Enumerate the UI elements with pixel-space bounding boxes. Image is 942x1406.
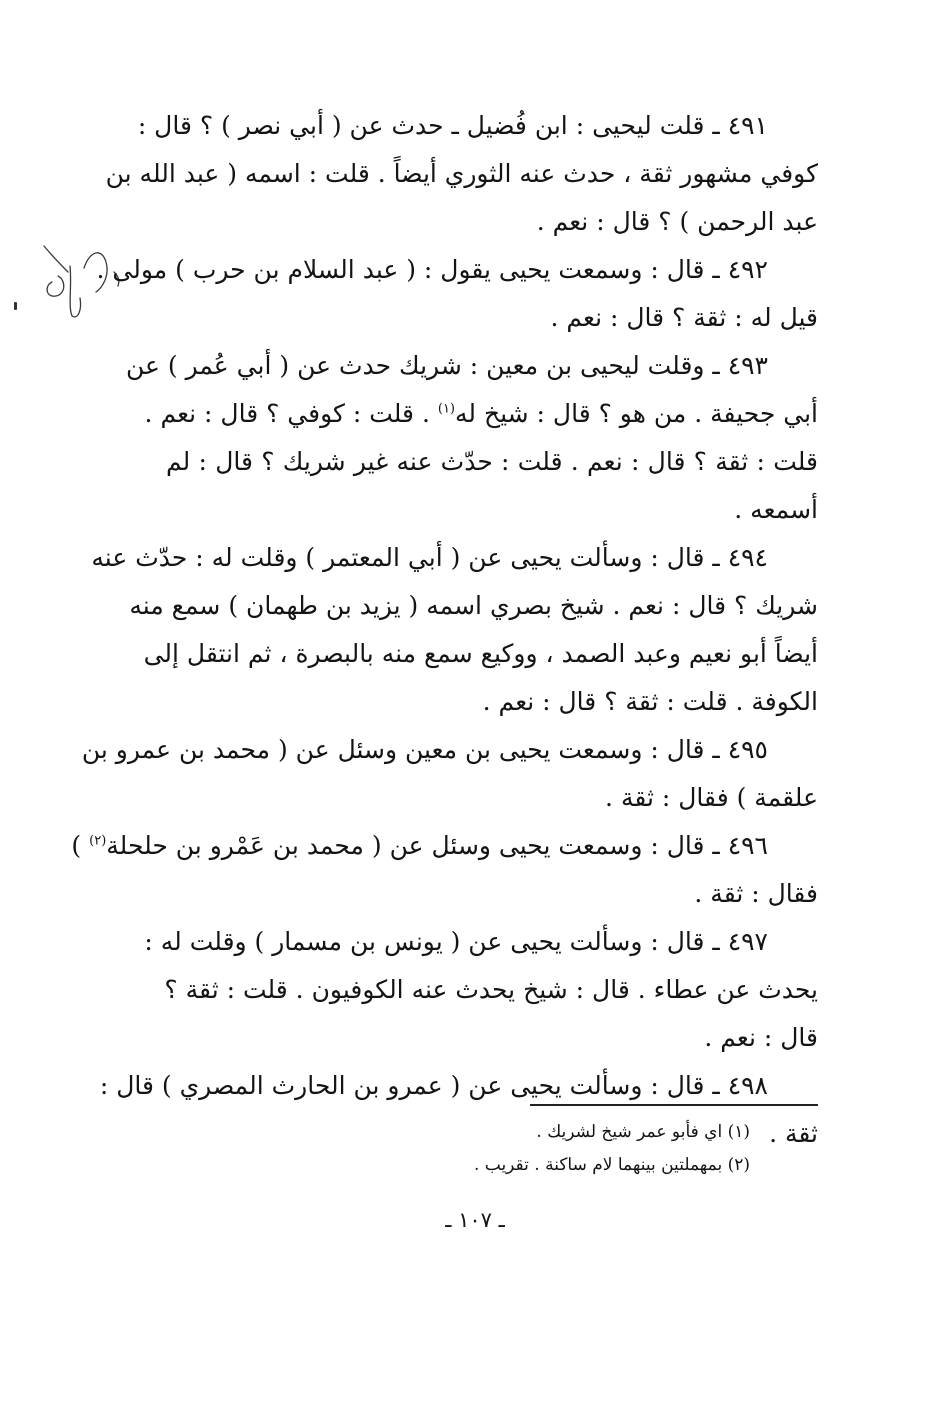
entry-496-line-2: فقال : ثقة . bbox=[694, 879, 818, 908]
entry-494-line-3: أيضاً أبو نعيم وعبد الصمد ، ووكيع سمع منه بالبصرة ، ثم انتقل إلى bbox=[143, 639, 818, 668]
entry-497-line-1: ٤٩٧ ـ قال : وسألت يحيى عن ( يونس بن مسمار ) وقلت له : bbox=[144, 927, 768, 956]
entry-491-line-2: كوفي مشهور ثقة ، حدث عنه الثوري أيضاً . قلت : اسمه ( عبد الله بن bbox=[105, 159, 818, 188]
entry-494-line-1: ٤٩٤ ـ قال : وسألت يحيى عن ( أبي المعتمر ) وقلت له : حدّث عنه bbox=[91, 543, 768, 572]
footnote-2: (٢) بمهملتين بينهما لام ساكنة . تقريب . bbox=[473, 1155, 750, 1175]
entry-497-line-3: قال : نعم . bbox=[704, 1023, 818, 1052]
footnote-marker-1: (١) bbox=[437, 401, 455, 417]
entry-498-line-2: ثقة . bbox=[769, 1119, 818, 1148]
page-number: ـ ١٠٧ ـ bbox=[445, 1208, 505, 1232]
entry-493-line-1: ٤٩٣ ـ وقلت ليحيى بن معين : شريك حدث عن ( أبي عُمر ) عن bbox=[125, 351, 768, 380]
entry-491-line-1: ٤٩١ ـ قلت ليحيى : ابن فُضيل ـ حدث عن ( أبي نصر ) ؟ قال : bbox=[137, 111, 768, 140]
entry-497-line-2: يحدث عن عطاء . قال : شيخ يحدث عنه الكوفيون . قلت : ثقة ؟ bbox=[164, 975, 818, 1004]
entry-493-line-4: أسمعه . bbox=[734, 495, 818, 524]
footnote-marker-2: (٢) bbox=[89, 833, 107, 849]
body-text bbox=[71, 102, 818, 1158]
footnote-1: (١) اي فأبو عمر شيخ لشريك . bbox=[536, 1122, 750, 1142]
entry-493-line-2 bbox=[144, 390, 818, 438]
entry-495-line-2: علقمة ) فقال : ثقة . bbox=[605, 783, 818, 812]
entry-495-line-1: ٤٩٥ ـ قال : وسمعت يحيى بن معين وسئل عن ( محمد بن عمرو بن bbox=[81, 735, 768, 764]
scan-speck bbox=[14, 302, 17, 310]
entry-496-line-1 bbox=[71, 822, 818, 870]
entry-492-line-2: قيل له : ثقة ؟ قال : نعم . bbox=[550, 303, 818, 332]
footnotes bbox=[300, 1116, 750, 1182]
entry-493-line-3: قلت : ثقة ؟ قال : نعم . قلت : حدّث عنه غير شريك ؟ قال : لم bbox=[166, 447, 818, 476]
entry-496-line-1-part-2: ) bbox=[71, 831, 82, 860]
entry-498-line-1: ٤٩٨ ـ قال : وسألت يحيى عن ( عمرو بن الحارث المصري ) قال : bbox=[99, 1071, 768, 1100]
entry-494-line-4: الكوفة . قلت : ثقة ؟ قال : نعم . bbox=[482, 687, 818, 716]
entry-494-line-2: شريك ؟ قال : نعم . شيخ بصري اسمه ( يزيد بن طهمان ) سمع منه bbox=[129, 591, 818, 620]
entry-496-line-1-part-1: ٤٩٦ ـ قال : وسمعت يحيى وسئل عن ( محمد بن عَمْرو بن حلحلة bbox=[106, 831, 768, 860]
entry-493-line-2-part-2: . قلت : كوفي ؟ قال : نعم . bbox=[144, 399, 430, 428]
entry-492-line-1: ٤٩٢ ـ قال : وسمعت يحيى يقول : ( عبد السلام بن حرب ) مولى . bbox=[96, 255, 768, 284]
entry-493-line-2-part-1: أبي جحيفة . من هو ؟ قال : شيخ له bbox=[455, 399, 818, 428]
footnote-divider bbox=[530, 1104, 818, 1106]
entry-491-line-3: عبد الرحمن ) ؟ قال : نعم . bbox=[536, 207, 818, 236]
